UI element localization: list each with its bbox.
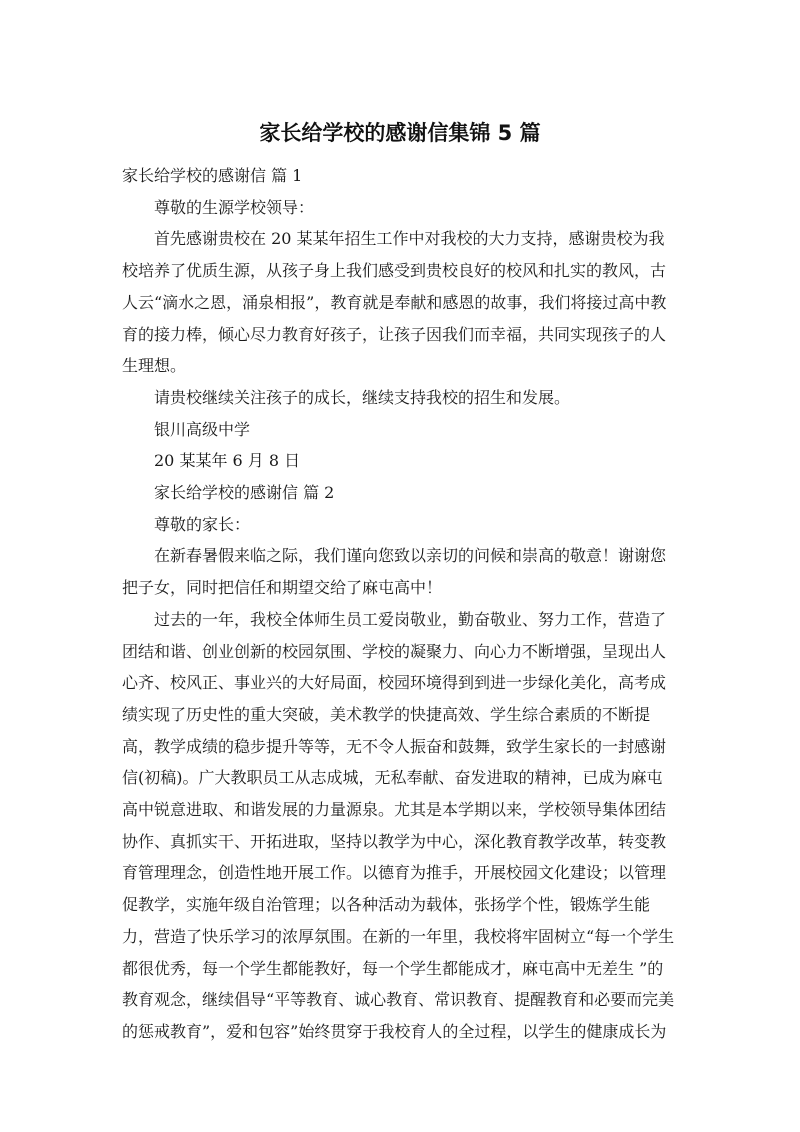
document-title: 家长给学校的感谢信集锦 5 篇 xyxy=(259,121,541,145)
signature-school: 银川高级中学 xyxy=(154,419,251,439)
section-heading-2: 家长给学校的感谢信 篇 2 xyxy=(154,483,335,503)
document-body xyxy=(122,160,678,1048)
signature-date: 20 某某年 6 月 8 日 xyxy=(154,451,301,471)
salutation-2: 尊敬的家长： xyxy=(154,514,251,534)
paragraph: 过去的一年，我校全体师生员工爱岗敬业，勤奋敬业、努力工作，营造了团结和谐、创业创新的校园氛围、学校的凝聚力、向心力不断增强，呈现出人心齐、校风正、事业兴的大好局面，校园环境得到到进一步绿化美化，高考成绩实现了历史性的重大突破，美术教学的快捷高效、学生综合素质的不断提高，教学成绩的稳步提升等等，无不令人振奋和鼓舞，致学生家长的一封感谢信(初稿)。广大教职员工从志成城，无私奉献、奋发进取的精神，已成为麻屯高中锐意进取、和谐发展的力量源泉。尤其是本学期以来，学校领导集体团结协作、真抓实干、开拓进取，坚持以教学为中心，深化教育教学改革，转变教育管理理念，创造性地开展工作。以德育为推手，开展校园文化建设；以管理促教学，实施年级自治管理；以各种活动为载体，张扬学个性，锻炼学生能力，营造了快乐学习的浓厚氛围。在新的一年里，我校将牢固树立“每一个学生都很优秀，每一个学生都能教好，每一个学生都能成才，麻屯高中无差生 ”的教育观念，继续倡导“平等教育、诚心教育、常识教育、提醒教育和必要而完美的惩戒教育”，爱和包容”始终贯穿于我校育人的全过程，以学生的健康成长为 xyxy=(122,609,675,1041)
paragraph: 首先感谢贵校在 20 某某年招生工作中对我校的大力支持，感谢贵校为我校培养了优质生源，从孩子身上我们感受到贵校良好的校风和扎实的教风，古人云“滴水之恩，涌泉相报”，教育就是奉献和感恩的故事，我们将接过高中教育的接力棒，倾心尽力教育好孩子，让孩子因我们而幸福，共同实现孩子的人生理想。 xyxy=(122,229,667,376)
section-heading-1: 家长给学校的感谢信 篇 1 xyxy=(122,166,303,185)
salutation-1: 尊敬的生源学校领导： xyxy=(154,197,315,217)
paragraph: 在新春暑假来临之际，我们谨向您致以亲切的问候和崇高的敬意！谢谢您把子女，同时把信任和期望交给了麻屯高中！ xyxy=(122,546,667,598)
paragraph: 请贵校继续关注孩子的成长，继续支持我校的招生和发展。 xyxy=(154,387,571,407)
